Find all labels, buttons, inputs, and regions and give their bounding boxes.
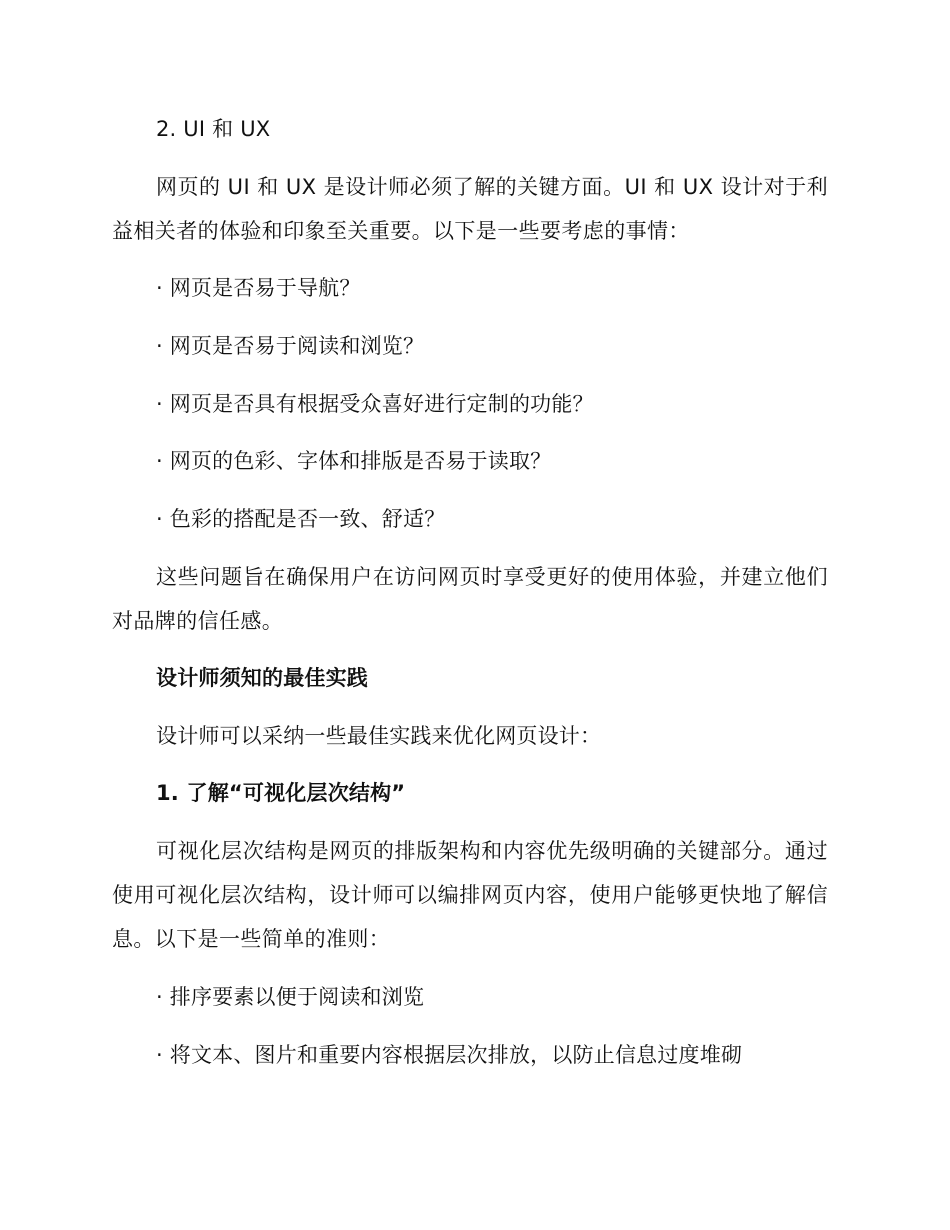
best-practices-intro: 设计师可以采纳一些最佳实践来优化网页设计： — [156, 724, 602, 748]
visual-hierarchy-paragraph: 可视化层次结构是网页的排版架构和内容优先级明确的关键部分。通过使用可视化层次结构，设计师可以编排网页内容，使用户能够更快地了解信息。以下是一些简单的准则： — [112, 839, 828, 951]
subheading-visual-hierarchy: 1. 了解“可视化层次结构” — [156, 781, 406, 805]
ui-ux-conclusion-paragraph: 这些问题旨在确保用户在访问网页时享受更好的使用体验，并建立他们对品牌的信任感。 — [112, 565, 828, 633]
question-list-item: · 网页是否具有根据受众喜好进行定制的功能？ — [156, 392, 594, 416]
section-heading-best-practices: 设计师须知的最佳实践 — [156, 666, 368, 690]
guideline-list-item: · 排序要素以便于阅读和浏览 — [156, 985, 425, 1009]
question-list-item: · 网页是否易于导航？ — [156, 276, 361, 300]
section-heading-ui-ux: 2. UI 和 UX — [156, 117, 271, 141]
guideline-list-item: · 将文本、图片和重要内容根据层次排放，以防止信息过度堆砌 — [156, 1043, 743, 1067]
question-list-item: · 网页是否易于阅读和浏览？ — [156, 334, 425, 358]
question-list-item: · 色彩的搭配是否一致、舒适？ — [156, 507, 446, 531]
ui-ux-intro-paragraph: 网页的 UI 和 UX 是设计师必须了解的关键方面。UI 和 UX 设计对于利益相关者的体验和印象至关重要。以下是一些要考虑的事情： — [112, 175, 828, 243]
question-list-item: · 网页的色彩、字体和排版是否易于读取？ — [156, 449, 552, 473]
